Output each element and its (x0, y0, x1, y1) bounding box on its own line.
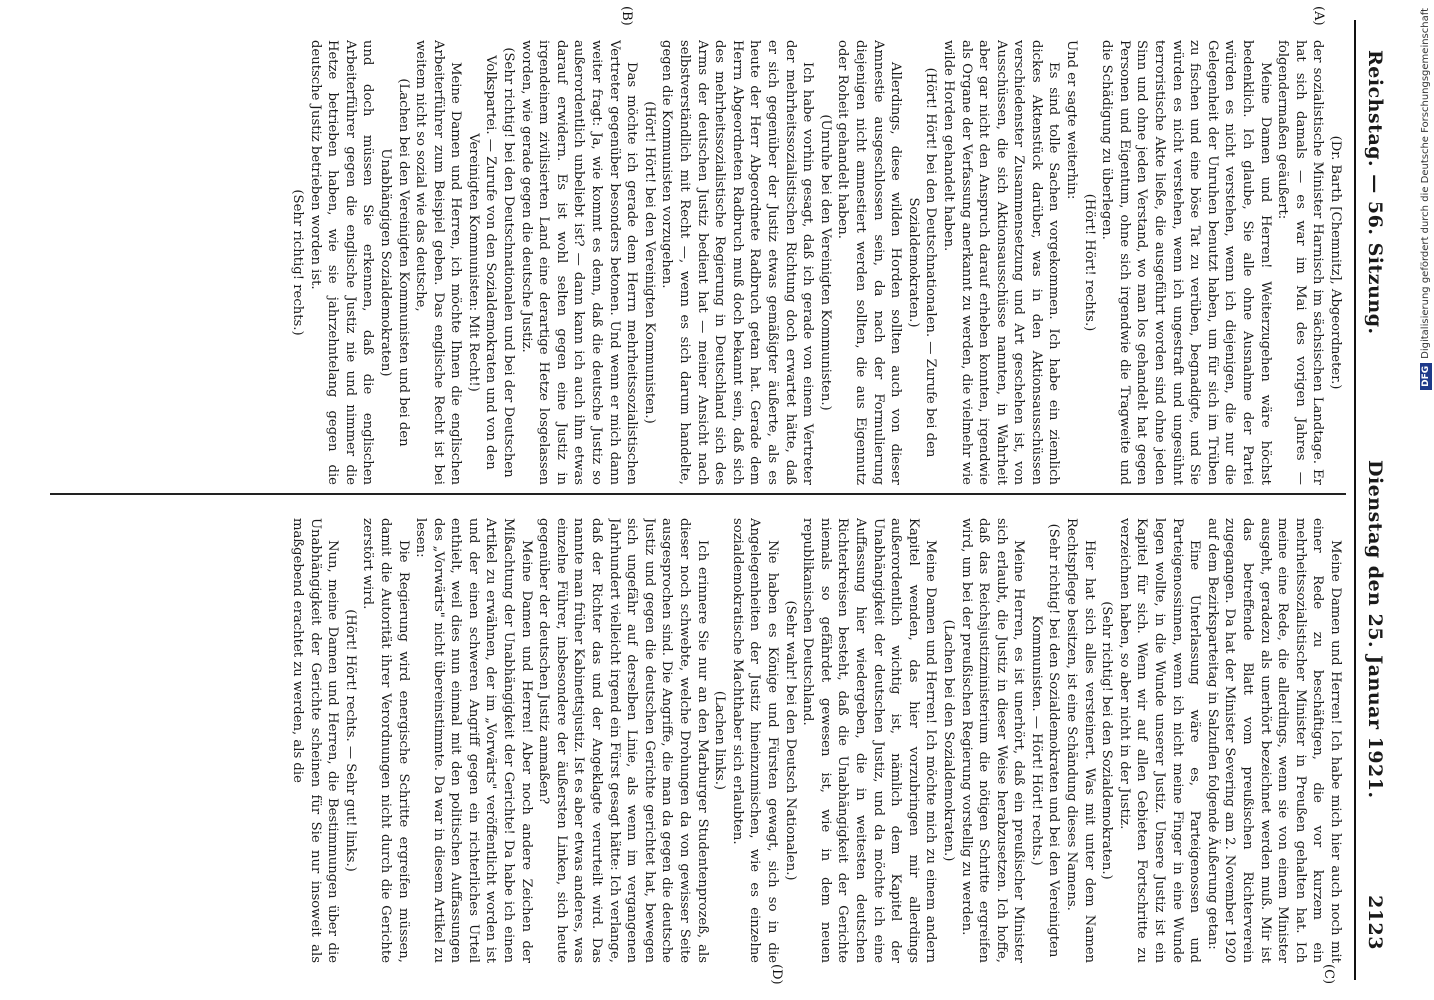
interjection: (Sehr richtig! bei den Deutschnationalen und bei der Deutschen Volkspartei. — Zurufe von den Sozialdemokraten und von den Vereinigten Kommunisten: Mit Recht!) (465, 47, 517, 478)
header-rule (1354, 20, 1356, 980)
right-column (60, 518, 1344, 963)
quote-paragraph: Eine Unterlassung wäre es, Parteigenossen und Parteigenossinnen, wenn ich nicht meine Finger in eine Wunde legen wollte, in die Wunde unserer Justiz. Unsere Justiz ist ein Kapitel für sich. Wenn wir auf allen Gebieten Fortschritte zu verzeichnen haben, so aber nicht in der Justiz. (1116, 518, 1203, 963)
interjection: (Sehr richtig! rechts.) (289, 189, 305, 336)
paragraph: Meine Damen und Herren, ich möchte Ihnen die englischen Arbeiterführer zum Beispiel geben. Das englische Recht ist bei weitem nicht so sozial wie das deutsche, (413, 40, 464, 485)
paragraph: Das möchte ich gerade dem Herrn mehrheitssozialistischen Vertreter gegenüber besonders betonen. Und wenn er mich dann weiter fragt: Ja, wie kommt es denn, daß die deutsche Justiz so außerordentlich unbeliebt ist? — dann kann ich auch ihm etwas darauf erwidern. Es ist wohl selten gegen eine Justiz in irgendeinem zivilisierten Land eine derartige Hetze losgelassen worden, wie gerade gegen die deutsche Justiz. (518, 40, 640, 485)
paragraph: Nie haben es Könige und Fürsten gewagt, sich so in die Angelegenheiten der Justiz hineinzumischen, wie es einzelne sozialdemokratische Machthaber sich erlaubten. (729, 518, 780, 963)
quote-paragraph: Hier hat sich alles versteinert. Was mit unter dem Namen Rechtspflege besitzen, ist eine Schändung dieses Namens. (1064, 518, 1097, 963)
margin-marker-a: (A) (1311, 6, 1326, 26)
paragraph: Und er sagte weiterhin: (1064, 40, 1080, 200)
margin-marker-d: (D) (769, 964, 784, 985)
interjection: (Unruhe bei den Vereinigten Kommunisten.) (817, 114, 833, 411)
paragraph: Nun, meine Damen und Herren, die Bestimmungen über die Unabhängigkeit der Gerichte scheinen für Sie nur insoweit als maßgebend erachtet zu werden, als die (289, 518, 341, 963)
interjection: (Hört! Hört! bei den Vereinigten Kommunisten.) (641, 101, 657, 424)
paragraph: Allerdings, diese wilden Horden sollten auch von dieser Amnestie ausgeschlossen sein, da nach der Formulierung diejenigen nicht amnestiert werden sollten, die aus Eigennutz oder Roheit gehandelt haben. (835, 40, 904, 485)
quote-paragraph: Meine Damen und Herren! Weiterzugehen wäre höchst bedenklich. Ich glaube, Sie alle ohne Ausnahme der Partei würden es nicht verstehen, wenn ich diejenigen, die nur die Gelegenheit der Unruhen benutzt haben, um für sich im Trüben zu fischen und eine böse Tat zu verüben, begnadigte, und Sie würden es nicht verstehen, wenn ich ungestraft und ungesühnt terroristische Akte ließe, die ausgeführt worden sind ohne jeden Sinn und ohne jeden Verstand, wo man los gehandelt hat gegen Personen und Eigentum, ohne sich irgendwie die Tragweite und die Schädigung zu überlegen. (1099, 40, 1273, 485)
margin-marker-c: (C) (1321, 964, 1336, 985)
interjection: (Sehr wahr! bei den Deutsch Nationalen.) (782, 600, 798, 881)
header-left: Reichstag. — 56. Sitzung. (1364, 50, 1386, 335)
interjection: (Lachen bei den Vereinigten Kommunisten und bei den Unabhängigen Sozialdemokraten) (377, 78, 411, 447)
paragraph: Ich habe vorhin gesagt, daß ich gerade von einem Vertreter der mehrheitssozialistischen Richtung doch erwartet hätte, daß er sich gegenüber der Justiz etwas gemäßigter äußerte, als es heute der Herr Abgeordnete Radbruch getan hat. Gerade dem Herrn Abgeordneten Radbruch muß doch bekannt sein, daß sich des mehrheitssozialistische Regierung in Deutschland sich des Arms der deutschen Justiz bedient hat — meiner Ansicht nach selbstverständlich mit Recht —, wenn es sich darum handelte, gegen die Kommunisten vorzugehen. (659, 40, 816, 485)
quote-paragraph: Die Regierung wird energische Schritte ergreifen müssen, damit die Autorität ihrer Verordnungen nicht durch die Gerichte zerstört wird. (360, 518, 411, 963)
paragraph: und doch müssen Sie erkennen, daß die englischen Arbeiterführer gegen die englische Justiz nie und nimmer die Hetze betrieben haben, wie sie jahrzehntelang gegen die deutsche Justiz betrieben worden ist. (307, 40, 376, 485)
credit-text: Digitalisierung gefördert durch die Deutsche Forschungsgemeinschaft (1420, 8, 1431, 359)
paragraph: Meine Damen und Herren! Aber noch andere Zeichen der Mißachtung der Unabhängigkeit der Gerichte! Da habe ich einen Artikel zu erwähnen, der im „Vorwärts" veröffentlicht worden ist und der einen schweren Angriff gegen ein richterliches Urteil enthielt, weil dies nun einmal mit den politischen Auffassungen des „Vorwärts" nicht übereinstimmte. Da war in diesem Artikel zu lesen: (413, 518, 534, 963)
interjection: (Hört! Hört! rechts.) (1081, 193, 1097, 332)
page-header (1356, 30, 1396, 980)
interjection: (Sehr richtig! bei den Sozialdemokraten.) (1099, 601, 1115, 880)
paragraph: Meine Herren, es ist unerhört, daß ein preußischer Minister sich erlaubt, die Justiz in dieser Weise herabzusetzen. Ich hoffe, daß das Reichsjustizministerium die nötigen Schritte ergreifen wird, um bei der preußischen Regierung vorstellig zu werden. (958, 518, 1027, 963)
interjection: (Lachen links.) (712, 690, 728, 791)
interjection: (Hört! Hört! rechts. — Sehr gut! links.) (342, 609, 358, 872)
dfg-logo: DFG (1420, 363, 1432, 390)
header-date: Dienstag den 25. Januar 1921. (1364, 460, 1386, 799)
speaker-note: (Dr. Barth [Chemnitz], Abgeordneter.) (1328, 135, 1343, 390)
margin-marker-b: (B) (619, 6, 634, 26)
left-column (60, 40, 1344, 485)
interjection: (Hört! Hört! bei den Deutschnationalen. — Zurufe bei den Sozialdemokraten.) (905, 67, 939, 458)
interjection: (Lachen bei den Sozialdemokraten.) (940, 619, 956, 862)
interjection: (Sehr richtig! bei den Sozialdemokraten und bei den Vereinigten Kommunisten. — Hört! Hört! rechts.) (1028, 523, 1062, 958)
column-divider (50, 493, 1346, 495)
paragraph: Meine Damen und Herren! Ich habe mich hier auch noch mit einer Rede zu beschäftigen, die vor kurzem ein mehrheitssozialistischer Minister in Preußen gehalten hat. Ich meine eine Rede, die allerdings, wenn sie von einem Minister ausgeht, geradezu als unerhört bezeichnet werden muß. Mir ist das betreffende Blatt vom preußischen Richterverein zugegangen. Da hat der Minister Severing am 2. November 1920 auf dem Bezirksparteitag in Salzuflen folgende Äußerung getan: (1204, 518, 1343, 963)
page-number: 2123 (1364, 895, 1386, 950)
quote-paragraph: Es sind tolle Sachen vorgekommen. Ich habe ein ziemlich dickes Aktenstück darüber, was in den Aktionsausschüssen verschiedenster Zusammensetzung und Art geschehen ist, von Ausschüssen, die sich Aktionsausschüsse nannten, in Wahrheit aber gar nicht den Anspruch darauf erheben konnten, irgendwie als Organe der Verfassung anerkannt zu werden, die vielmehr wie wilde Horden gehandelt haben. (940, 40, 1062, 485)
digitization-credit (1420, 8, 1432, 998)
paragraph: Ich erinnere Sie nur an den Marburger Studentenprozeß, als dieser noch schwebte, welche Drohungen da von gewisser Seite ausgesprochen sind. Die Angriffe, die man da gegen die deutsche Justiz und gegen die deutschen Gerichte gerichtet hat, bewegen sich ungefähr auf derselben Linie, als wenn im vergangenen Jahrhundert vielleicht irgend ein Fürst gesagt hätte: Ich verlange, daß der Richter das und der Angeklagte verurteilt wird. Das nannte man früher Kabinettsjustiz. Ist es aber etwas anderes, was einzelne Führer, insbesondere der äußersten Linken, sich heute gegenüber der deutschen Justiz anmaßen? (536, 518, 710, 963)
paragraph: Meine Damen und Herren! Ich möchte mich zu einem andern Kapitel wenden, das hier vorzubringen mir allerdings außerordentlich wichtig ist, nämlich dem Kapitel der Unabhängigkeit der deutschen Justiz, und da möchte ich eine Auffassung hier wiedergeben, die in weitesten deutschen Richterkreisen besteht, daß die Unabhängigkeit der Gerichte niemals so gefährdet gewesen ist, wie in dem neuen republikanischen Deutschland. (800, 518, 939, 963)
paragraph: der sozialistische Minister Harnisch im sächsischen Landtage. Er hat sich damals — es war im Mai des vorigen Jahres — folgendermaßen geäußert: (1275, 40, 1326, 485)
